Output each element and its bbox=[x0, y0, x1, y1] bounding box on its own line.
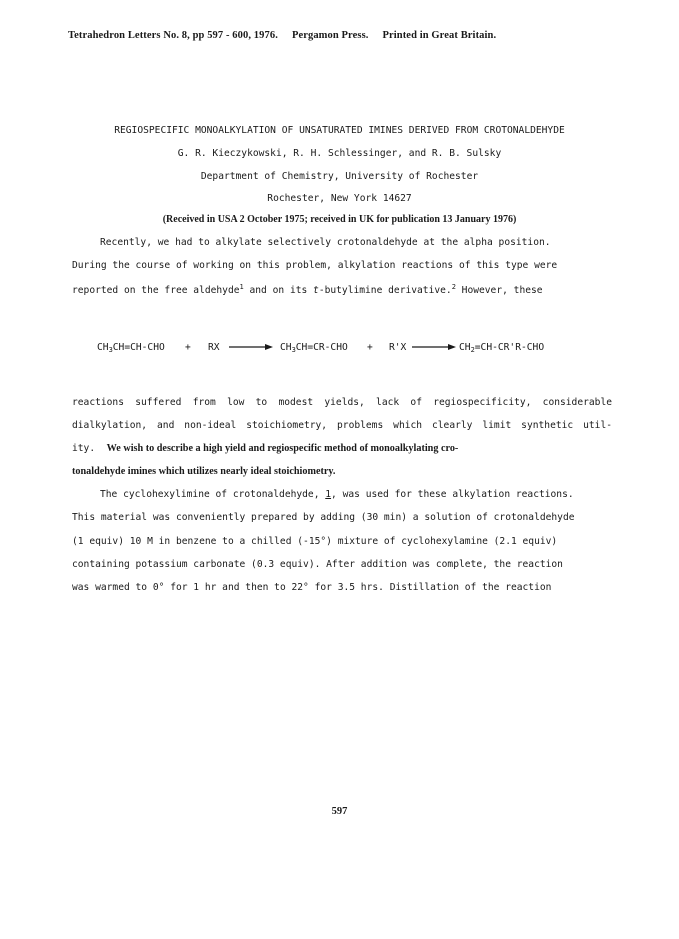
affiliation-department: Department of Chemistry, University of Rochester bbox=[200, 171, 479, 182]
product2-ch: CH bbox=[459, 342, 471, 353]
reference-1: 1 bbox=[239, 283, 244, 291]
product1-rest: CH=CR-CHO bbox=[295, 342, 348, 353]
plus-sign-1: + bbox=[185, 342, 191, 353]
tert-prefix: t bbox=[313, 285, 319, 296]
product1-sub: 3 bbox=[291, 346, 296, 354]
reagent-rx: RX bbox=[208, 342, 220, 353]
journal-header bbox=[68, 30, 628, 41]
reactant-ch: CH bbox=[97, 342, 109, 353]
product-monoalkyl bbox=[280, 342, 348, 354]
publisher: Pergamon Press. bbox=[291, 30, 369, 41]
para3-line1-b: , was used for these alkylation reactions. bbox=[331, 489, 574, 500]
para1-line3-b: and on its bbox=[243, 285, 314, 296]
affiliation-address: Rochester, New York 14627 bbox=[267, 193, 412, 204]
reference-2: 2 bbox=[451, 283, 456, 291]
para2-line4-text: tonaldehyde imines which utilizes nearly ideal stoichiometry. bbox=[72, 466, 336, 477]
para3-line2: This material was conveniently prepared by adding (30 min) a solution of crotonaldehyde bbox=[72, 512, 575, 523]
para1-line3-c: -butylimine derivative. bbox=[318, 285, 452, 296]
para2-line2: dialkylation, and non-ideal stoichiometry, problems which clearly limit synthetic util- bbox=[72, 420, 612, 431]
reactant-sub: 3 bbox=[108, 346, 113, 354]
journal-citation: Tetrahedron Letters No. 8, pp 597 - 600, 1976. bbox=[68, 30, 278, 41]
article-title: REGIOSPECIFIC MONOALKYLATION OF UNSATURATED IMINES DERIVED FROM CROTONALDEHYDE bbox=[114, 125, 565, 136]
product2-rest: =CH-CR'R-CHO bbox=[474, 342, 545, 353]
reaction-arrow-2 bbox=[412, 344, 456, 350]
received-dates: (Received in USA 2 October 1975; received in UK for publication 13 January 1976) bbox=[162, 214, 517, 225]
para1-line3-d: However, these bbox=[455, 285, 543, 296]
reactant-crotonaldehyde bbox=[97, 342, 165, 354]
page-number: 597 bbox=[331, 806, 348, 817]
para1-line2: During the course of working on this problem, alkylation reactions of this type were bbox=[72, 260, 558, 271]
para2-line3-b: We wish to describe a high yield and regiospecific method of monoalkylating cro- bbox=[106, 443, 459, 454]
printed-in: Printed in Great Britain. bbox=[382, 30, 497, 41]
product-dialkyl bbox=[459, 342, 544, 354]
product1-ch: CH bbox=[280, 342, 292, 353]
para3-line4: containing potassium carbonate (0.3 equiv). After addition was complete, the reaction bbox=[72, 559, 563, 570]
para3-line1-a: The cyclohexylimine of crotonaldehyde, bbox=[100, 489, 326, 500]
para2-line1: reactions suffered from low to modest yields, lack of regiospecificity, considerable bbox=[72, 397, 612, 408]
reagent-rprimex: R'X bbox=[389, 342, 407, 353]
para1-line3 bbox=[72, 283, 612, 296]
para2-line3-a: ity. bbox=[72, 443, 96, 454]
product2-sub: 2 bbox=[470, 346, 475, 354]
authors: G. R. Kieczykowski, R. H. Schlessinger, and R. B. Sulsky bbox=[177, 148, 502, 159]
para3-line3: (1 equiv) 10 M in benzene to a chilled (-15°) mixture of cyclohexylamine (2.1 equiv) bbox=[72, 536, 558, 547]
para1-line1: Recently, we had to alkylate selectively crotonaldehyde at the alpha position. bbox=[100, 237, 551, 248]
reactant-rest: CH=CH-CHO bbox=[112, 342, 165, 353]
para2-line4 bbox=[72, 466, 612, 477]
para2-line3 bbox=[72, 443, 612, 454]
para3-line1 bbox=[100, 489, 612, 500]
compound-number: 1 bbox=[325, 489, 332, 500]
plus-sign-2: + bbox=[367, 342, 373, 353]
reaction-arrow-1 bbox=[229, 344, 273, 350]
para1-line3-a: reported on the free aldehyde bbox=[72, 285, 240, 296]
para3-line5 bbox=[72, 582, 612, 593]
para3-line5-b: 1 hr and then to 22° for 3.5 hrs. Distillation of the reaction bbox=[187, 582, 552, 593]
para3-line5-a: was warmed to 0° for bbox=[72, 582, 188, 593]
